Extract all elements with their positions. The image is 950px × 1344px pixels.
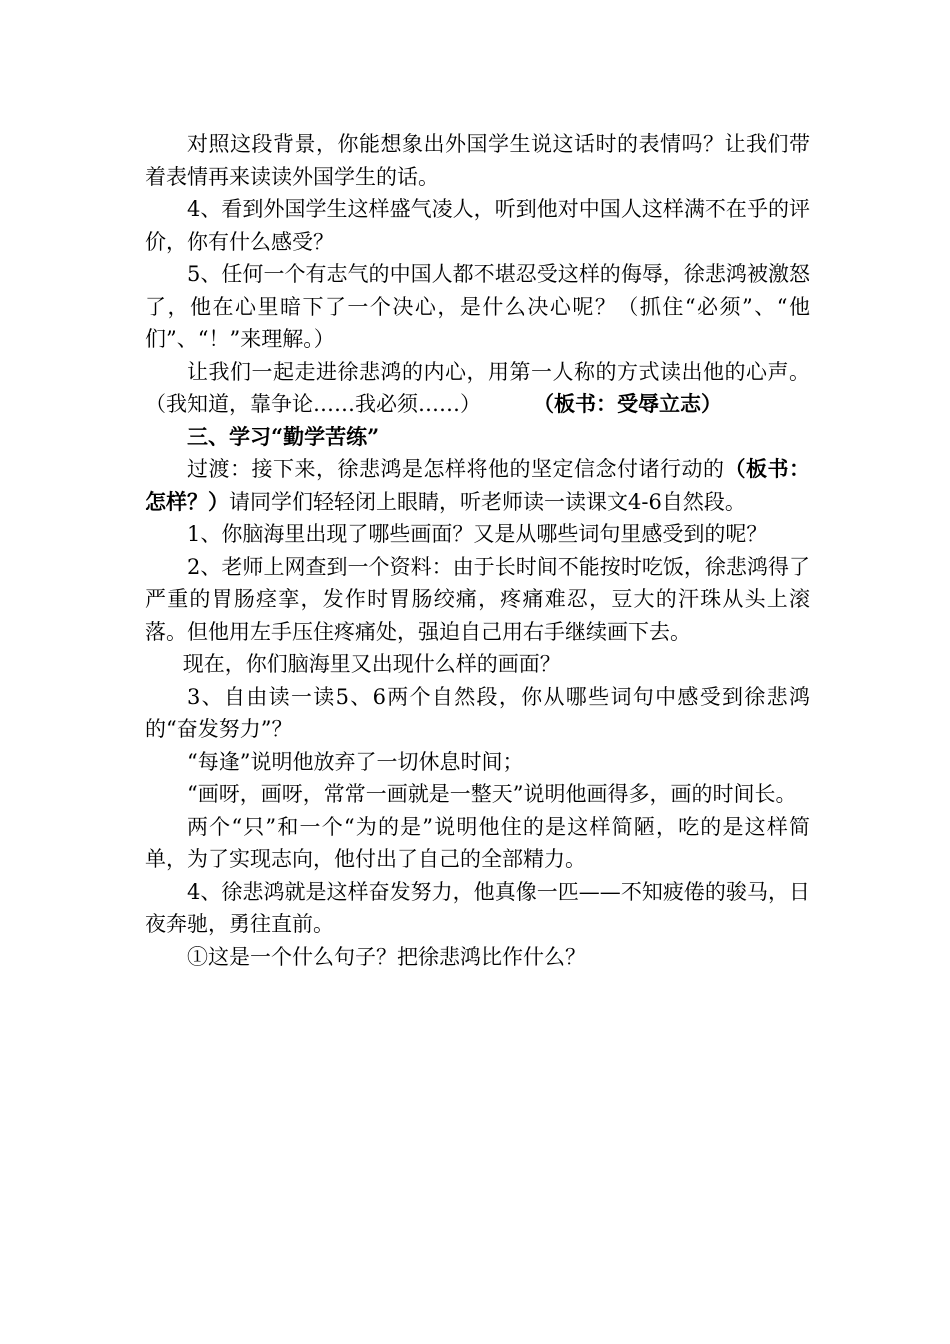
paragraph-huaya: “画呀，画呀，常常一画就是一整天”说明他画得多，画的时间长。 [187,782,797,806]
paragraph-question-4b: 4、徐悲鸿就是这样奋发努力，他真像一匹——不知疲倦的骏马，日夜奔驰，勇往直前。 [145,879,810,936]
paragraph-imagine: 现在，你们脑海里又出现什么样的画面？ [182,652,561,676]
paragraph-question-3: 3、自由读一读5、6两个自然段，你从哪些词句中感受到徐悲鸿的“奋发努力”？ [145,684,810,741]
board-note-humiliation: （板书：受辱立志） [533,391,722,416]
paragraph-question-4: 4、看到外国学生这样盛气凌人，听到他对中国人这样满不在乎的评价，你有什么感受？ [145,197,810,254]
section-heading-3: 三、学习“勤学苦练” [187,423,380,449]
paragraph-question-2: 2、老师上网查到一个资料：由于长时间不能按时吃饭，徐悲鸿得了严重的胃肠痉挛，发作时胃肠绞痛，疼痛难忍，豆大的汗珠从头上滚落。但他用左手压住疼痛处，强迫自己用右手继续画下去。 [145,554,810,644]
paragraph-zhi-weideshi: 两个“只”和一个“为的是”说明他住的是这样简陋，吃的是这样简单，为了实现志向，他付出了自己的全部精力。 [145,814,810,871]
paragraph-meifeng: “每逢”说明他放弃了一切休息时间； [187,749,524,774]
transition-text-2: 请同学们轻轻闭上眼睛，听老师读一读课文4-6自然段。 [229,489,746,514]
paragraph-sub-question-1: ①这是一个什么句子？把徐悲鸿比作什么？ [187,944,586,969]
transition-text-1: 过渡：接下来，徐悲鸿是怎样将他的坚定信念付诸行动的 [187,457,725,481]
paragraph-question-1: 1、你脑海里出现了哪些画面？又是从哪些词句里感受到的呢？ [187,522,768,546]
document-page [145,128,810,973]
paragraph-first-person-reading [145,356,810,421]
paragraph-background-question: 对照这段背景，你能想象出外国学生说这话时的表情吗？让我们带着表情再来读读外国学生的话。 [145,132,810,189]
first-person-text: 让我们一起走进徐悲鸿的内心，用第一人称的方式读出他的心声。（我知道，靠争论……我必须……） [145,359,810,416]
board-note-how: （板书：怎样？） [145,456,810,514]
paragraph-transition [145,453,810,518]
paragraph-question-5: 5、任何一个有志气的中国人都不堪忍受这样的侮辱，徐悲鸿被激怒了，他在心里暗下了一个决心，是什么决心呢？（抓住“必须”、“他们”、“！”来理解。） [145,262,810,351]
